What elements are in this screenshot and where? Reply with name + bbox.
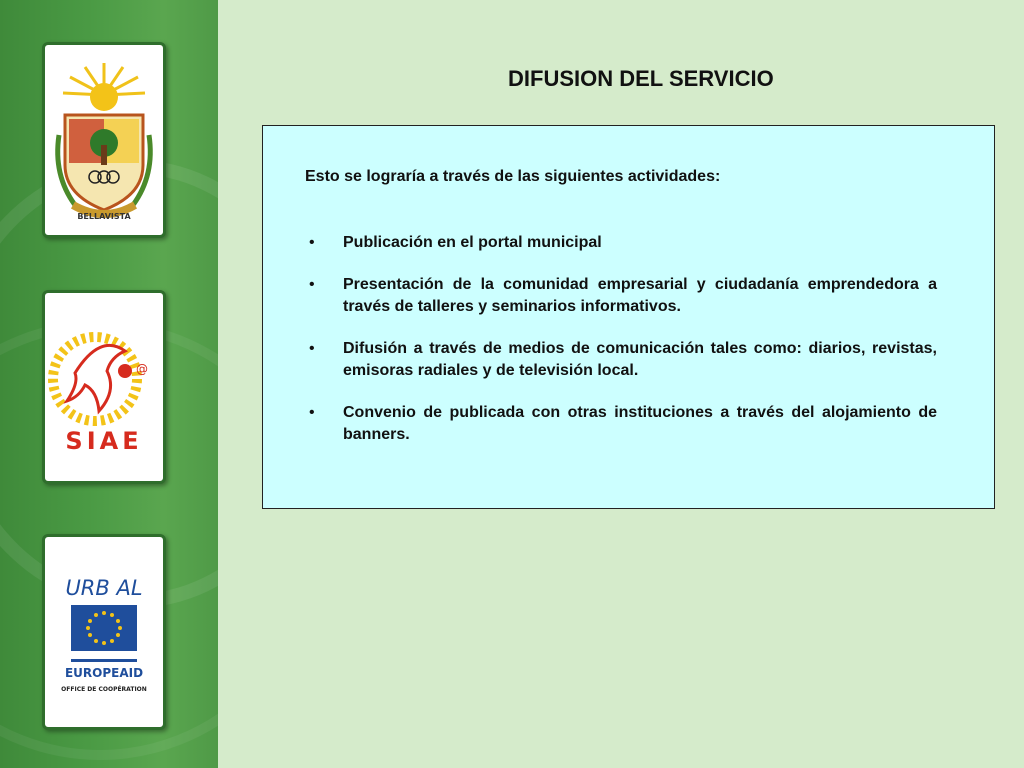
- europeaid-text: EUROPEAID: [64, 666, 144, 680]
- list-item-text: Difusión a través de medios de comunicación tales como: diarios, revistas, emisoras radiales y de televisión local.: [343, 340, 937, 379]
- content-box: [262, 125, 995, 509]
- list-item-text: Publicación en el portal municipal: [343, 234, 602, 251]
- urbal-europeaid-logo: [45, 537, 163, 727]
- urbal-text: URB AL: [65, 576, 143, 600]
- bullet-icon: •: [309, 340, 315, 357]
- at-symbol: @: [136, 362, 148, 376]
- bullet-icon: •: [309, 276, 315, 293]
- sidebar: [0, 0, 218, 768]
- office-text: OFFICE DE COOPÉRATION: [61, 686, 147, 693]
- urbal-logo-card: [42, 534, 166, 730]
- bullet-icon: •: [309, 404, 315, 421]
- list-item-text: Presentación de la comunidad empresarial y ciudadanía emprendedora a través de talleres y seminarios informativos.: [343, 276, 937, 315]
- siae-logo: [45, 293, 163, 481]
- siae-text: SIAE: [65, 427, 143, 455]
- bullet-icon: •: [309, 234, 315, 251]
- list-item: [305, 274, 937, 318]
- list-item: [305, 232, 937, 254]
- siae-logo-card: [42, 290, 166, 484]
- intro-text: Esto se lograría a través de las siguientes actividades:: [305, 168, 721, 185]
- bellavista-crest-logo: [45, 45, 163, 235]
- slide-title: DIFUSION DEL SERVICIO: [508, 66, 774, 91]
- list-item: [305, 402, 937, 446]
- bellavista-logo-card: [42, 42, 166, 238]
- list-item: [305, 338, 937, 382]
- bellavista-text: BELLAVISTA: [77, 212, 131, 221]
- activity-list: [305, 232, 937, 466]
- list-item-text: Convenio de publicada con otras instituciones a través del alojamiento de banners.: [343, 404, 937, 443]
